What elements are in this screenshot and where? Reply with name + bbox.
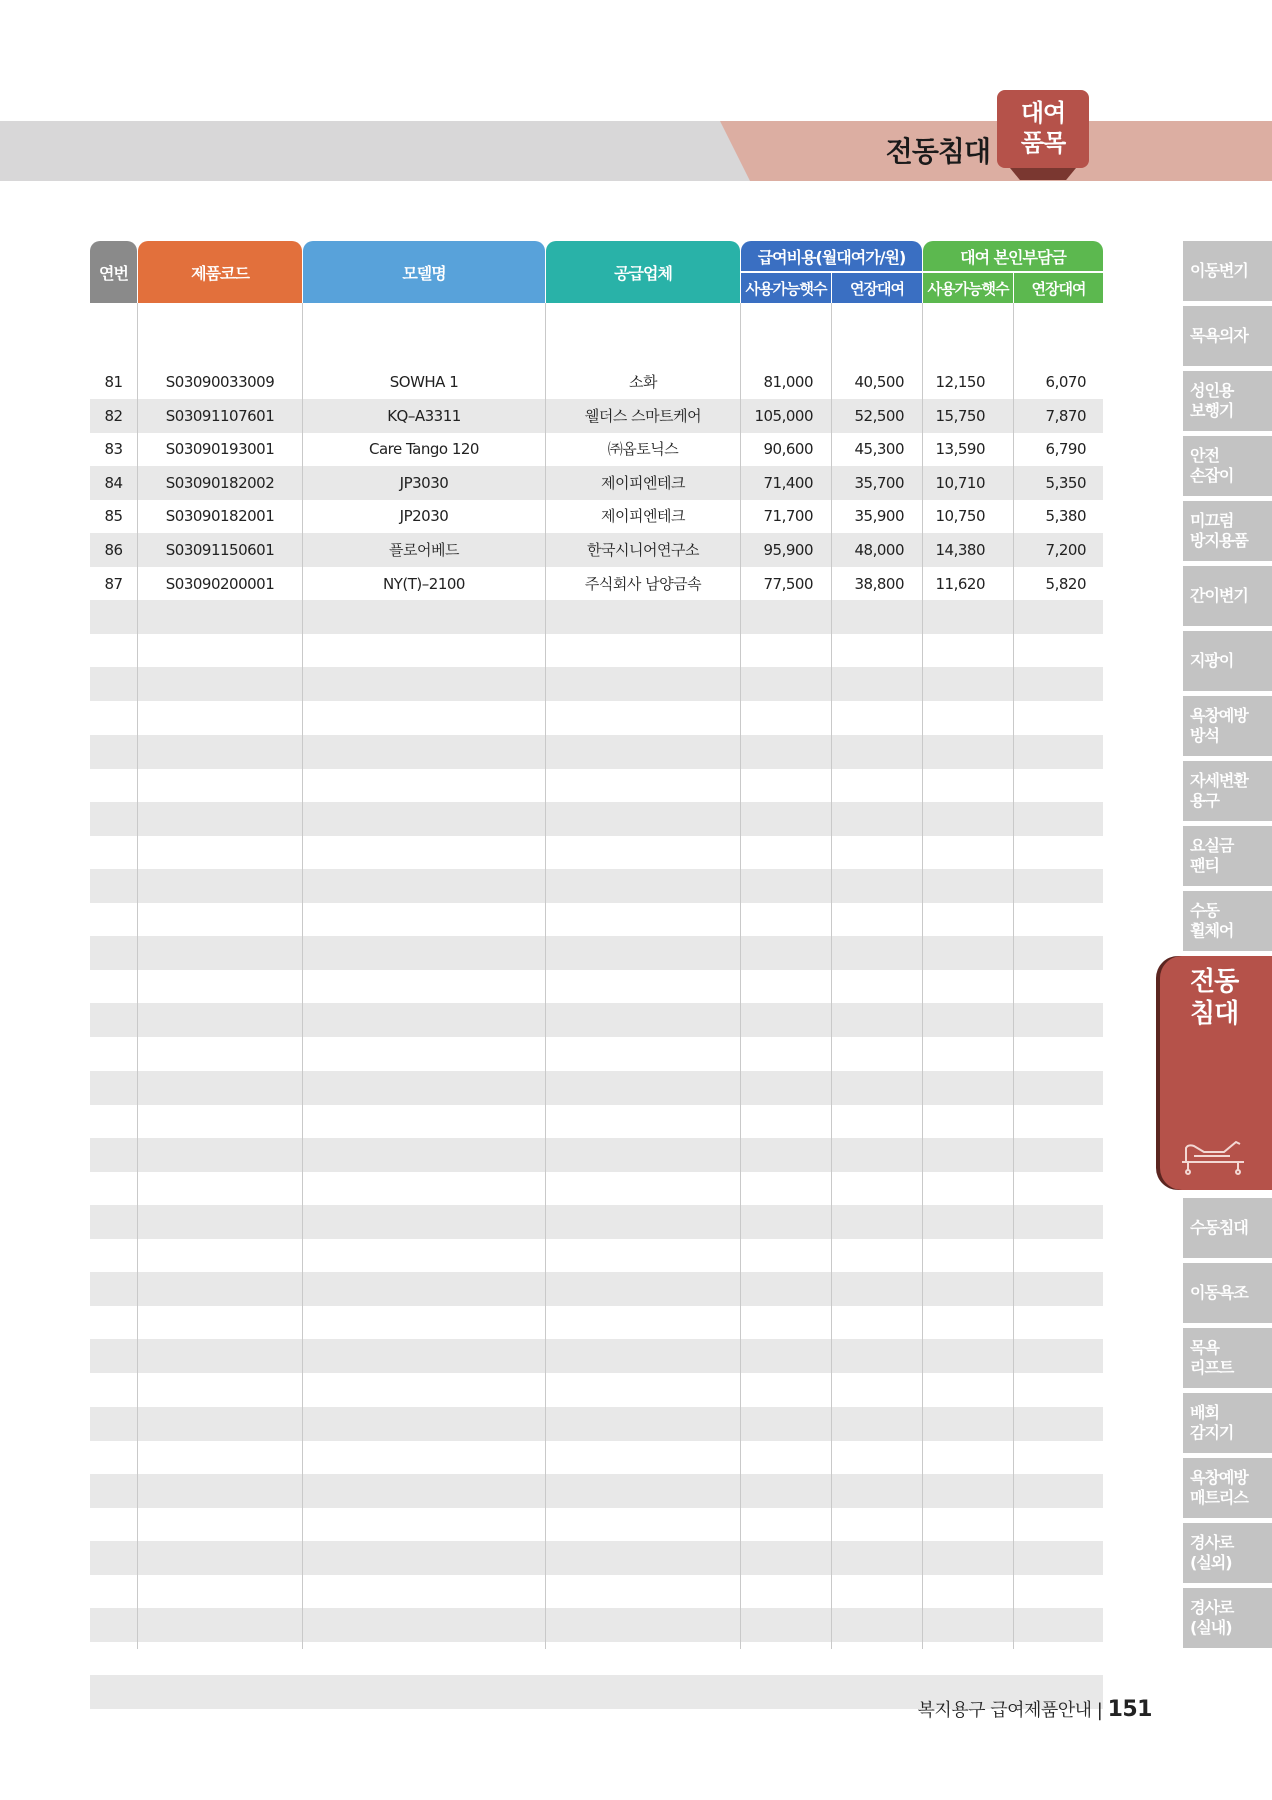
table-row — [90, 1373, 1103, 1407]
table-row — [90, 1003, 1103, 1037]
col-self-group: 대여 본인부담금 — [923, 241, 1103, 271]
cell-b-use: 71,700 — [763, 507, 813, 526]
cell-supplier: 주식회사 남양금속 — [584, 574, 702, 593]
table-row — [90, 399, 1103, 433]
cell-s-use: 12,150 — [935, 373, 985, 391]
page-footer — [917, 1696, 1152, 1722]
table-row — [90, 1541, 1103, 1575]
table-row — [90, 802, 1103, 836]
side-tab-label: 목욕 리프트 — [1190, 1338, 1234, 1377]
table-row — [90, 735, 1103, 769]
cell-model: SOWHA 1 — [389, 373, 459, 391]
table-row — [90, 365, 1103, 399]
table-row — [90, 1306, 1103, 1340]
cell-no: 81 — [104, 373, 123, 391]
side-tab[interactable] — [1183, 696, 1272, 756]
side-tab[interactable] — [1183, 566, 1272, 626]
rental-tag — [997, 90, 1089, 168]
side-tab-label: 이동욕조 — [1190, 1283, 1248, 1302]
cell-b-ext: 40,500 — [854, 373, 904, 391]
table-row — [90, 903, 1103, 937]
cell-b-use: 95,900 — [763, 541, 813, 559]
cell-no: 84 — [104, 473, 123, 492]
side-tab[interactable] — [1183, 631, 1272, 691]
side-tab[interactable] — [1183, 371, 1272, 431]
cell-s-ext: 7,870 — [1045, 406, 1086, 425]
table-row — [90, 1071, 1103, 1105]
cell-code: S03090200001 — [165, 574, 275, 593]
col-code: 제품코드 — [138, 241, 302, 303]
table-row — [90, 634, 1103, 668]
cell-no: 85 — [104, 507, 123, 526]
cell-b-use: 77,500 — [763, 574, 813, 593]
table-row — [90, 1171, 1103, 1205]
side-tab[interactable] — [1183, 891, 1272, 951]
cell-supplier: 제이피엔테크 — [601, 473, 685, 492]
table-row — [90, 1138, 1103, 1172]
table-row — [90, 936, 1103, 970]
cell-b-use: 71,400 — [763, 473, 813, 492]
side-tab[interactable] — [1183, 1393, 1272, 1453]
side-tab-label: 간이변기 — [1190, 586, 1248, 605]
cell-code: S03091150601 — [165, 541, 275, 559]
cell-b-ext: 48,000 — [854, 541, 904, 559]
col-divider — [831, 303, 832, 1649]
col-no: 연번 — [90, 241, 137, 303]
page-title: 전동침대 — [885, 135, 990, 168]
side-tab-label: 배회 감지기 — [1190, 1403, 1234, 1442]
table-row — [90, 1339, 1103, 1373]
cell-code: S03090033009 — [165, 373, 275, 391]
tag-notch — [1010, 168, 1076, 180]
table-row — [90, 466, 1103, 500]
cell-model: KQ–A3311 — [387, 406, 461, 425]
side-tab-label: 경사로 (실내) — [1190, 1598, 1234, 1637]
cell-code: S03090182002 — [165, 473, 275, 492]
table-row — [90, 1407, 1103, 1441]
cell-s-use: 14,380 — [935, 541, 985, 559]
col-benefit-extended: 연장대여 — [832, 273, 922, 303]
table-row — [90, 869, 1103, 903]
table-row — [90, 499, 1103, 533]
table-row — [90, 533, 1103, 567]
side-tab-label: 목욕의자 — [1190, 326, 1248, 345]
cell-s-ext: 6,790 — [1045, 440, 1086, 459]
cell-supplier: 소화 — [629, 373, 657, 391]
col-divider — [1013, 303, 1014, 1649]
rental-tag-line2: 품목 — [1020, 129, 1066, 157]
table-row — [90, 1037, 1103, 1071]
cell-supplier: 제이피엔테크 — [601, 507, 685, 526]
col-benefit-usable: 사용가능햇수 — [741, 273, 831, 303]
table-row — [90, 1205, 1103, 1239]
side-tab[interactable] — [1183, 1328, 1272, 1388]
table-row — [90, 970, 1103, 1004]
cell-no: 83 — [104, 440, 123, 459]
cell-model: JP2030 — [399, 507, 449, 526]
cell-s-use: 10,750 — [935, 507, 985, 526]
side-tab[interactable] — [1183, 1588, 1272, 1648]
side-tab-label: 요실금 팬티 — [1190, 836, 1234, 875]
col-model: 모델명 — [303, 241, 545, 303]
side-tab[interactable] — [1183, 1198, 1272, 1258]
cell-b-ext: 52,500 — [854, 406, 904, 425]
side-tab-label: 수동침대 — [1190, 1218, 1248, 1237]
cell-s-use: 11,620 — [935, 574, 985, 593]
table-row — [90, 1642, 1103, 1676]
side-tab-label: 자세변환 용구 — [1190, 771, 1248, 810]
side-tab[interactable] — [1183, 501, 1272, 561]
side-tab[interactable] — [1183, 761, 1272, 821]
table-row — [90, 1575, 1103, 1609]
table-row — [90, 1507, 1103, 1541]
cell-b-use: 81,000 — [763, 373, 813, 391]
footer-text: 복지용구 급여제품안내 | — [917, 1700, 1108, 1721]
col-divider — [922, 303, 923, 1649]
side-tab[interactable] — [1183, 1458, 1272, 1518]
table-row — [90, 600, 1103, 634]
cell-model: 플로어베드 — [389, 541, 459, 559]
table-row — [90, 701, 1103, 735]
cell-s-use: 10,710 — [935, 473, 985, 492]
table-row — [90, 768, 1103, 802]
header-accent — [720, 121, 1272, 181]
table-row — [90, 1608, 1103, 1642]
table-row — [90, 667, 1103, 701]
page-number: 151 — [1107, 1697, 1152, 1722]
side-tab-label: 안전 손잡이 — [1190, 446, 1234, 485]
product-table — [90, 241, 1103, 593]
side-tab[interactable] — [1183, 436, 1272, 496]
cell-model: NY(T)–2100 — [383, 574, 465, 593]
cell-s-ext: 5,820 — [1045, 574, 1086, 593]
side-tab-label: 지팡이 — [1190, 651, 1234, 670]
side-tab[interactable] — [1183, 1263, 1272, 1323]
cell-code: S03090193001 — [165, 440, 275, 459]
cell-code: S03090182001 — [165, 507, 275, 526]
cell-b-use: 90,600 — [763, 440, 813, 459]
table-row — [90, 1104, 1103, 1138]
side-tab-active-label: 전동 침대 — [1190, 967, 1239, 1029]
table-header — [90, 241, 1103, 303]
rental-tag-line1: 대여 — [1020, 99, 1066, 127]
side-tab[interactable] — [1183, 306, 1272, 366]
cell-no: 87 — [104, 574, 123, 593]
col-divider — [740, 303, 741, 1649]
cell-supplier: 웰더스 스마트케어 — [584, 406, 702, 425]
cell-b-ext: 45,300 — [854, 440, 904, 459]
side-tab-label: 미끄럼 방지용품 — [1190, 511, 1248, 550]
table-row — [90, 1474, 1103, 1508]
side-tab[interactable] — [1183, 241, 1272, 301]
table-row — [90, 432, 1103, 466]
table-row — [90, 835, 1103, 869]
cell-no: 86 — [104, 541, 123, 559]
col-divider — [137, 303, 138, 1649]
cell-s-ext: 5,380 — [1045, 507, 1086, 526]
table-row — [90, 1239, 1103, 1273]
table-row — [90, 1272, 1103, 1306]
cell-no: 82 — [104, 406, 123, 425]
side-tab-label: 경사로 (실외) — [1190, 1533, 1234, 1572]
col-divider — [545, 303, 546, 1649]
cell-b-ext: 35,700 — [854, 473, 904, 492]
side-tab-label: 성인용 보행기 — [1190, 381, 1234, 420]
side-tab[interactable] — [1183, 1523, 1272, 1583]
cell-s-ext: 5,350 — [1045, 473, 1086, 492]
side-tab-label: 수동 휠체어 — [1190, 901, 1234, 940]
cell-supplier: ㈜옵토닉스 — [607, 440, 679, 459]
cell-b-ext: 35,900 — [854, 507, 904, 526]
col-self-extended: 연장대여 — [1014, 273, 1103, 303]
cell-model: JP3030 — [399, 473, 449, 492]
cell-s-ext: 6,070 — [1045, 373, 1086, 391]
side-tab-label: 욕창예방 방석 — [1190, 706, 1248, 745]
table-row — [90, 567, 1103, 601]
cell-s-use: 13,590 — [935, 440, 985, 459]
side-tab[interactable] — [1183, 826, 1272, 886]
cell-s-ext: 7,200 — [1045, 541, 1086, 559]
side-tab-label: 이동변기 — [1190, 261, 1248, 280]
cell-b-use: 105,000 — [754, 406, 813, 425]
col-self-usable: 사용가능햇수 — [923, 273, 1013, 303]
cell-code: S03091107601 — [165, 406, 275, 425]
col-supplier: 공급업체 — [546, 241, 740, 303]
col-benefit-group: 급여비용(월대여가/원) — [741, 241, 922, 271]
side-tab-label: 욕창예방 매트리스 — [1190, 1468, 1248, 1507]
cell-b-ext: 38,800 — [854, 574, 904, 593]
bed-icon — [1178, 1132, 1248, 1176]
table-row — [90, 1440, 1103, 1474]
col-divider — [302, 303, 303, 1649]
side-tab-active[interactable] — [1160, 956, 1272, 1190]
cell-s-use: 15,750 — [935, 406, 985, 425]
cell-supplier: 한국시니어연구소 — [587, 541, 699, 559]
cell-model: Care Tango 120 — [369, 440, 479, 459]
